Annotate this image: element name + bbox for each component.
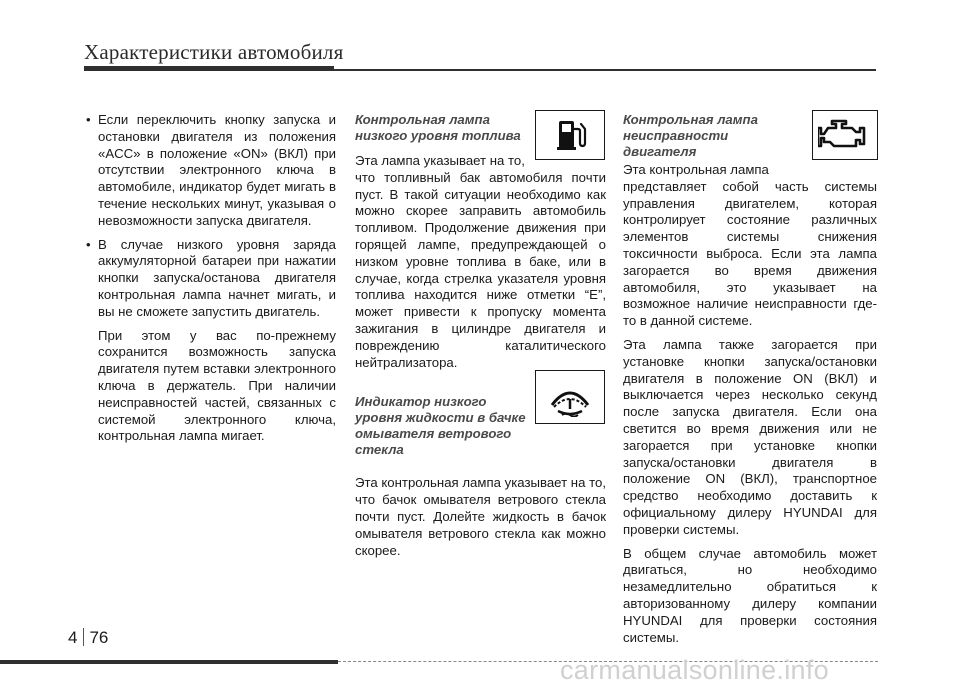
header-rule: [84, 66, 334, 71]
paragraph: Эта лампа также загорается при установке кнопки запуска/остановки двигателя в положение ON (ВКЛ) и выключается через несколько секунд после запуска двигателя. Если она светится во время движения или не загорается при установке кнопки запуска/остановки двигателя в положение ON (ВКЛ), транспортное средство необходимо доставить к официальному дилеру HYUNDAI для проверки системы.: [623, 336, 877, 537]
page-num: 76: [89, 628, 109, 647]
section-number: 4: [68, 628, 78, 647]
section-heading-engine: Контрольная лампа неисправности двигателя: [623, 112, 758, 159]
engine-warning-box: [812, 110, 878, 160]
column-3: [623, 112, 877, 653]
paragraph: Эта контрольная лампа указывает на то, что бачок омывателя ветрового стекла почти пуст. Долейте жидкость в бачок омывателя ветрового стекла как можно скорее.: [355, 475, 606, 558]
section-heading-washer: Индикатор низкого уровня жидкости в бачке омывателя ветрового стекла: [355, 394, 526, 458]
fuel-warning-box: [535, 110, 605, 160]
fuel-body-line: Эта лампа указывает на то,: [355, 153, 525, 168]
page-separator: [83, 628, 84, 646]
footer-rule: [0, 660, 338, 664]
washer-warning-box: [535, 370, 605, 424]
paragraph: что топливный бак автомобиля почти пуст. В такой ситуации необходимо как можно скорее заправить автомобиль топливом. Продолжение движения при горящей лампе, предупреждающей о низком уровне топлива в баке, или в случае, когда стрелка указателя уровня топлива находится ниже отметки “E”, может привести к пропуску момента зажигания в цилиндре двигателя и повреждению каталитического нейтрализатора.: [355, 169, 606, 370]
column-1: [84, 112, 336, 452]
header-rule-thin: [334, 69, 876, 71]
check-engine-icon: [818, 117, 872, 153]
engine-body-line: Эта контрольная лампа: [623, 162, 769, 177]
washer-fluid-icon: [546, 377, 594, 417]
bullet-item: • Если переключить кнопку запуска и остановки двигателя из положения «ACC» в положение «ON» (ВКЛ) при отсутствии электронного ключа в автомобиле, индикатор будет мигать в течение нескольких минут, указывая о невозможности запуска двигателя.: [84, 112, 336, 230]
page-number: [68, 628, 108, 648]
paragraph: В общем случае автомобиль может двигаться, но необходимо незамедлительно обратиться к авторизованному дилеру компании HYUNDAI для проверки состояния системы.: [623, 545, 877, 645]
paragraph: представляет собой часть системы управления двигателем, которая контролирует состояние различных элементов системы снижения токсичности выброса. Если эта лампа загорается во время движения автомобиля, это указывает на возможное наличие неисправности где-то в данной системе.: [623, 178, 877, 329]
watermark: carmanualsonline.info: [560, 655, 829, 685]
bullet-item: • В случае низкого уровня заряда аккумуляторной батареи при нажатии кнопки запуска/останова двигателя контрольная лампа начнет мигать, и вы не сможете запустить двигатель.: [84, 237, 336, 321]
page-header-title: Характеристики автомобиля: [84, 40, 344, 64]
fuel-pump-icon: [550, 115, 590, 155]
section-heading-fuel: Контрольная лампа низкого уровня топлива: [355, 112, 521, 143]
paragraph: При этом у вас по-прежнему сохранится возможность запуска двигателя путем вставки электронного ключа в держатель. При наличии неисправностей частей, связанных с системой электронного ключа, контрольная лампа мигает.: [98, 327, 336, 444]
column-2: [355, 112, 606, 566]
